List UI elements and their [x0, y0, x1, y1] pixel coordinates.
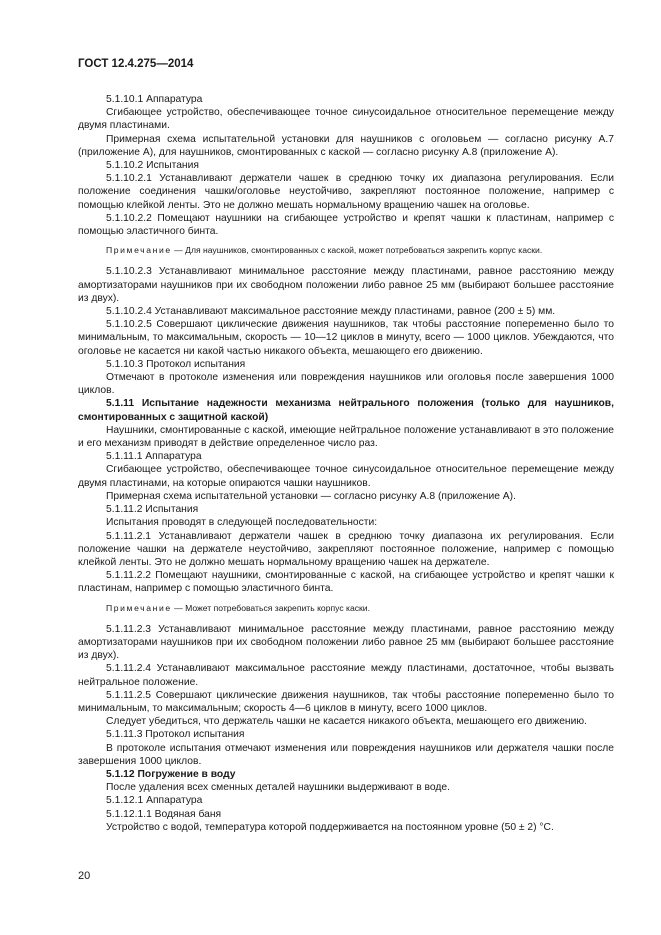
page-number: 20 — [78, 870, 91, 882]
document-header: ГОСТ 12.4.275—2014 — [78, 58, 194, 70]
section-number: 5.1.11 — [106, 398, 135, 410]
paragraph: 5.1.10.1 Аппаратура — [106, 94, 203, 105]
paragraph: 5.1.12.1.1 Водяная баня — [106, 808, 222, 820]
paragraph: 5.1.11.3 Протокол испытания — [106, 729, 245, 741]
section-heading — [78, 768, 614, 781]
paragraph: 5.1.12.1 Аппаратура — [106, 795, 203, 807]
section-number: 5.1.12 — [106, 768, 135, 780]
paragraph: 5.1.10.2.3 Устанавливают минимальное расстояние между пластинами, равное расстоянию между амортизаторами наушников при их свободном положении либо равное 25 мм (выбирают большее расстояние из двух). — [78, 266, 614, 304]
paragraph: 5.1.11.2.1 Устанавливают держатели чашек в среднюю точку диапазона их регулирования. Если положение чашки на держателе неустойчиво, закрепляют постоянное положение, например с помощью клейкой ленты. Это не должно мешать нормальному вращению чашек на держателе. — [78, 530, 614, 568]
paragraph: 5.1.10.2.4 Устанавливают максимальное расстояние между пластинами, равное (200 ± 5) мм. — [106, 306, 556, 318]
paragraph: 5.1.11.2.3 Устанавливают минимальное расстояние между пластинами, равное расстоянию между амортизаторами наушников при их свободном положении либо равное 25 мм (выбирают большее расстояние из двух). — [78, 623, 614, 662]
note — [78, 602, 614, 615]
paragraph: 5.1.11.1 Аппаратура — [106, 451, 202, 463]
document-body — [78, 93, 614, 834]
paragraph: 5.1.11.2.4 Устанавливают максимальное расстояние между пластинами, достаточное, чтобы вызвать нейтральное положение. — [78, 663, 614, 688]
paragraph: Примерная схема испытательной установки — согласно рисунку А.8 (приложение А). — [106, 490, 516, 502]
paragraph: 5.1.11.2 Испытания — [106, 504, 199, 516]
paragraph: Следует убедиться, что держатель чашки не касается никакого объекта, мешающего его движению. — [106, 716, 587, 728]
paragraph: 5.1.10.3 Протокол испытания — [106, 358, 246, 370]
section-heading — [78, 397, 614, 423]
paragraph: 5.1.10.2.5 Совершают циклические движения наушников, так чтобы расстояние попеременно было то минимальным, то максимальным, скорость — 10—12 циклов в минуту, всего — 1000 циклов. Убеждаются, что оголовье не касается ни какой частью никакого объекта, мешающего его движению. — [78, 319, 614, 357]
paragraph: 5.1.10.2.2 Помещают наушники на сгибающее устройство и крепят чашки к пластинам, например с помощью эластичного бинта. — [78, 212, 614, 238]
paragraph: 5.1.11.2.2 Помещают наушники, смонтированные с каской, на сгибающее устройство и крепят чашки к пластинам, например с помощью эластичного бинта. — [78, 570, 614, 595]
paragraph: Сгибающее устройство, обеспечивающее точное синусоидальное относительное перемещение между двумя пластинами, на которые опираются чашки наушников. — [78, 464, 614, 489]
paragraph: 5.1.10.2 Испытания — [106, 160, 199, 172]
section-title: Погружение в воду — [137, 768, 236, 780]
paragraph: Отмечают в протоколе изменения или повреждения наушников или оголовья после завершения 1000 циклов. — [78, 372, 614, 397]
paragraph: 5.1.10.2.1 Устанавливают держатели чашек в среднюю точку их диапазона регулирования. Если положение соединения чашки/оголовье неустойчиво, закрепляют постоянное положение, например с помощью клейкой ленты. Это не должно мешать нормальному вращению чашек на оголовье. — [78, 173, 614, 211]
section-title: Испытание надежности механизма нейтрального положения (только для наушников, смонтированных с защитной каской) — [78, 398, 614, 423]
paragraph: Примерная схема испытательной установки для наушников с оголовьем — согласно рисунку А.7 (приложение А), для наушников, смонтированных с каской — согласно рисунку А.8 (приложение А). — [78, 133, 614, 158]
note — [78, 244, 614, 257]
note-text: — Может потребоваться закрепить корпус каски. — [171, 602, 370, 613]
paragraph: После удаления всех сменных деталей наушники выдерживают в воде. — [106, 782, 451, 794]
note-label: Примечание — [106, 602, 172, 613]
note-text: — Для наушников, смонтированных с каской, может потребоваться закрепить корпус каски. — [171, 245, 543, 256]
paragraph: Испытания проводят в следующей последовательности: — [106, 517, 378, 529]
paragraph: В протоколе испытания отмечают изменения или повреждения наушников или держателя чашки после завершения 1000 циклов. — [78, 742, 614, 767]
paragraph: 5.1.11.2.5 Совершают циклические движения наушников, так чтобы расстояние попеременно было то минимальным, то максимальным; скорость 4—6 циклов в минуту, всего 1000 циклов. — [78, 689, 614, 714]
paragraph: Наушники, смонтированные с каской, имеющие нейтральное положение устанавливают в это положение и его механизм приводят в действие определенное число раз. — [78, 424, 614, 450]
paragraph: Сгибающее устройство, обеспечивающее точное синусоидальное относительное перемещение между двумя пластинами. — [78, 107, 614, 132]
note-label: Примечание — [106, 245, 172, 256]
paragraph: Устройство с водой, температура которой поддерживается на постоянном уровне (50 ± 2) °С. — [106, 821, 554, 833]
